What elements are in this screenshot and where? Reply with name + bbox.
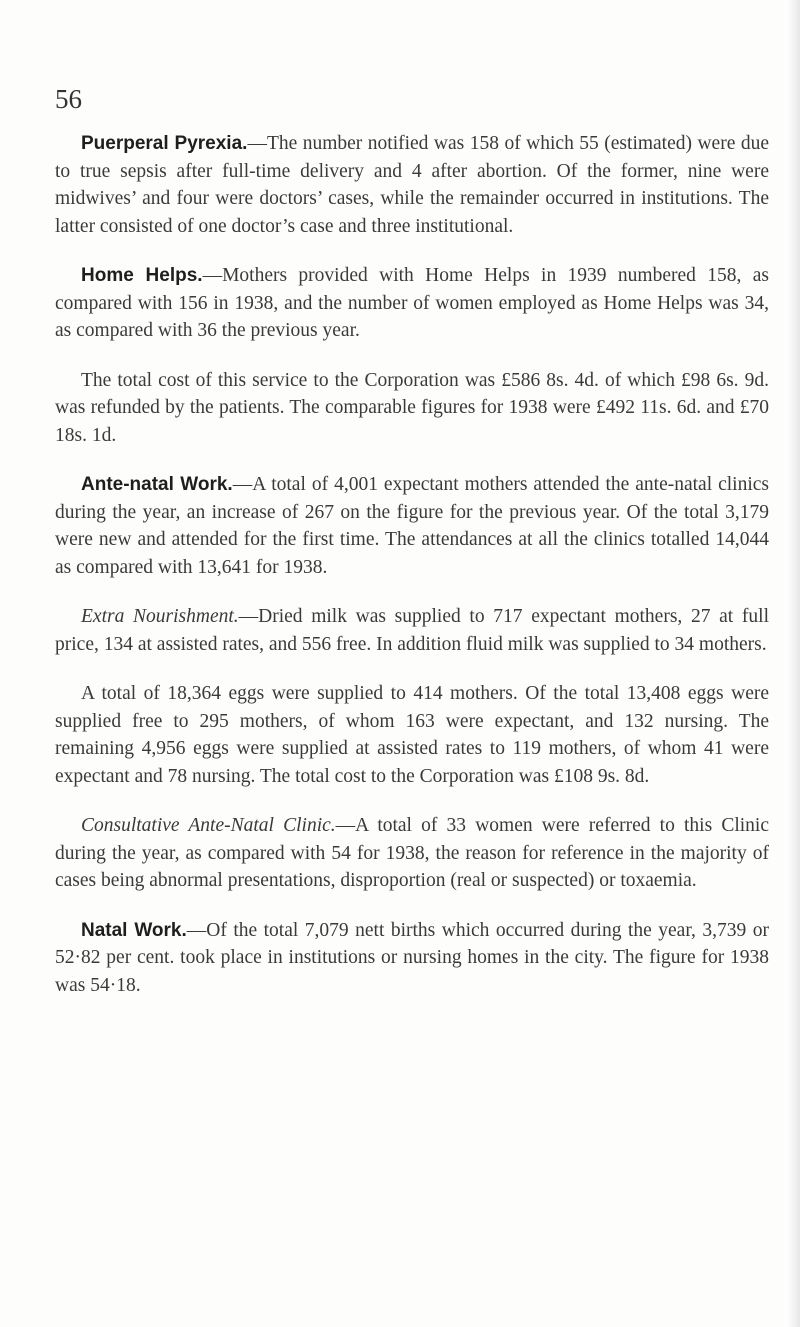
paragraph-ante-natal-work [55,471,769,581]
paragraph-text: —A total of 4,001 expectant mothers attended the ante-natal clinics during the year, an increase of 267 on the figure for the previous year. Of the total 3,179 were new and attended for the first time. The attendances at all the clinics totalled 14,044 as compared with 13,641 for 1938. [55,474,769,578]
subsection-heading: Extra Nourishment. [81,606,239,627]
paragraph-text: —Dried milk was supplied to 717 expectant mothers, 27 at full price, 134 at assisted rates, and 556 free. In addition fluid milk was supplied to 34 mothers. [55,606,769,655]
paragraph-text: The total cost of this service to the Corporation was £586 8s. 4d. of which £98 6s. 9d. was refunded by the patients. The comparable figures for 1938 were £492 11s. 6d. and £70 18s. 1d. [55,369,769,446]
page-edge-shadow [786,0,800,1327]
paragraph-text: —A total of 33 women were referred to this Clinic during the year, as compared with 54 for 1938, the reason for reference in the majority of cases being abnormal presentations, disproportion (real or suspected) or toxaemia. [55,815,769,891]
subsection-heading: Consultative Ante-Natal Clinic. [81,815,336,836]
section-heading: Natal Work. [81,919,187,941]
page-number: 56 [55,84,82,114]
paragraph-consultative-clinic [55,812,769,895]
paragraph-text: A total of 18,364 eggs were supplied to 414 mothers. Of the total 13,408 eggs were supplied free to 295 mothers, of whom 163 were expectant, and 132 nursing. The remaining 4,956 eggs were supplied at assisted rates to 119 mothers, of whom 41 were expectant and 78 nursing. The total cost to the Corporation was £108 9s. 8d. [55,683,769,787]
section-heading: Home Helps. [81,265,203,286]
section-heading: Puerperal Pyrexia. [81,133,248,154]
paragraph-text: —Of the total 7,079 nett births which occurred during the year, 3,739 or 52·82 per cent. took place in institutions or nursing homes in the city. The figure for 1938 was 54·18. [55,919,769,996]
paragraph-text: —Mothers provided with Home Helps in 1939 numbered 158, as compared with 156 in 1938, and the number of women employed as Home Helps was 34, as compared with 36 the previous year. [55,265,769,341]
paragraph-home-helps [55,262,769,345]
paragraph-natal-work [55,917,769,1000]
paragraph-extra-nourishment [55,603,769,658]
paragraph-text: —The number notified was 158 of which 55 (estimated) were due to true sepsis after full-time delivery and 4 after abortion. Of the former, nine were midwives’ and four were doctors’ cases, while the remainder occurred in institutions. The latter consisted of one doctor’s case and three institutional. [55,133,770,237]
paragraph-home-helps-cost [55,367,769,450]
paragraph-puerperal-pyrexia [55,130,769,240]
section-heading: Ante-natal Work. [81,474,233,495]
paragraph-eggs [55,680,769,790]
document-body [55,130,769,1021]
